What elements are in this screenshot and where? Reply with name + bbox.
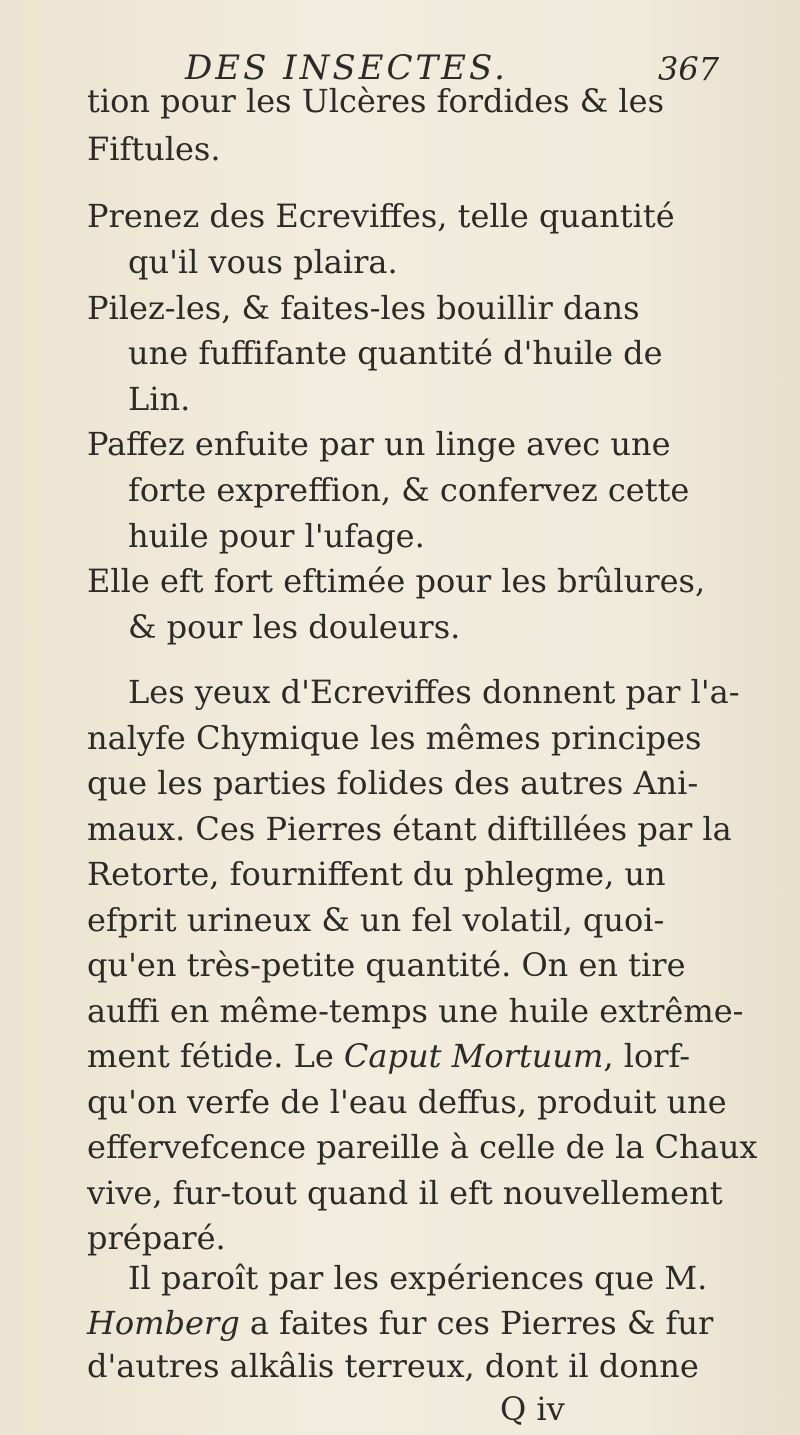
text-segment: , lorf-: [603, 1037, 691, 1075]
italic-name: Homberg: [87, 1304, 240, 1342]
text-line-10: huile pour l'ufage.: [128, 517, 425, 555]
text-segment: a faites fur ces Pierres & fur: [239, 1304, 714, 1342]
text-line-6: une fuffifante quantité d'huile de: [128, 334, 663, 372]
text-line-25: préparé.: [87, 1219, 226, 1257]
text-line-8: Paffez enfuite par un linge avec une: [87, 425, 671, 463]
italic-term: Caput Mortuum: [343, 1037, 604, 1075]
text-line-17: Retorte, fourniffent du phlegme, un: [87, 855, 666, 893]
text-line-22: qu'on verfe de l'eau deffus, produit une: [87, 1083, 727, 1121]
text-line-5: Pilez-les, & faites-les bouillir dans: [87, 289, 640, 327]
text-line-21: [87, 1037, 691, 1075]
text-line-28: d'autres alkâlis terreux, dont il donne: [87, 1347, 699, 1385]
text-line-11: Elle eft fort eftimée pour les brûlures,: [87, 562, 706, 600]
signature-mark: Q iv: [500, 1390, 565, 1428]
text-line-13: Les yeux d'Ecreviffes donnent par l'a-: [128, 673, 740, 711]
text-line-15: que les parties folides des autres Ani-: [87, 764, 699, 802]
page-number: 367: [658, 50, 720, 88]
text-line-12: & pour les douleurs.: [128, 608, 461, 646]
text-line-27: [87, 1304, 714, 1342]
text-line-16: maux. Ces Pierres étant diftillées par la: [87, 810, 732, 848]
text-line-2: Fiftules.: [87, 130, 221, 168]
text-line-1: tion pour les Ulcères fordides & les: [87, 82, 665, 120]
text-line-19: qu'en très-petite quantité. On en tire: [87, 946, 686, 984]
text-line-20: auffi en même-temps une huile extrême-: [87, 992, 744, 1030]
text-line-24: vive, fur-tout quand il eft nouvellement: [87, 1174, 723, 1212]
text-line-23: effervefcence pareille à celle de la Chaux: [87, 1128, 758, 1166]
text-line-9: forte expreffion, & confervez cette: [128, 471, 690, 509]
text-segment: ment fétide. Le: [87, 1037, 344, 1075]
text-line-26: Il paroît par les expériences que M.: [128, 1259, 708, 1297]
text-line-18: efprit urineux & un fel volatil, quoi-: [87, 901, 665, 939]
text-line-3: Prenez des Ecreviffes, telle quantité: [87, 197, 675, 235]
text-line-4: qu'il vous plaira.: [128, 243, 398, 281]
running-title: DES INSECTES.: [185, 48, 508, 88]
text-line-14: nalyfe Chymique les mêmes principes: [87, 719, 702, 757]
text-line-7: Lin.: [128, 380, 191, 418]
